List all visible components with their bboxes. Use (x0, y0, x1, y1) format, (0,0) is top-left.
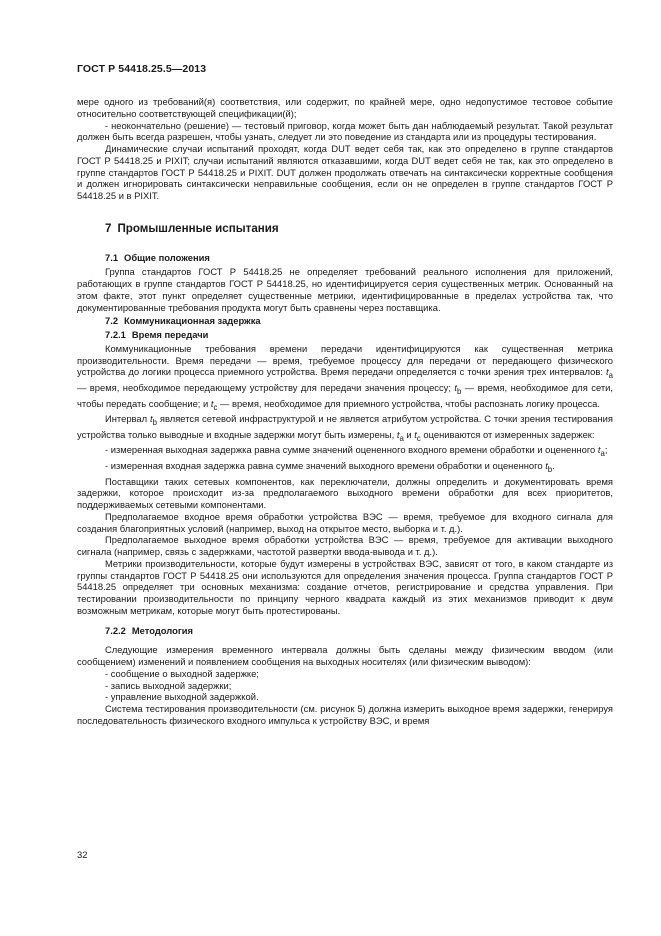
list-item: - управление выходной задержкой. (105, 691, 259, 703)
section-number: 7 (105, 221, 112, 235)
math-sub: b (152, 418, 157, 427)
list-item: - запись выходной задержки; (105, 679, 232, 691)
paragraph-dynamic-cases: Динамические случаи испытаний проходят, когда DUT ведет себя так, как это определено в группе стандартов ГОСТ Р 54418.25 и PIXIT; случаи испытаний являются отказавшими, когда DUT ведет себя не так, как это определено в группе стандартов ГОСТ Р 54418.25 и PIXIT. DUT должен продолжать отвечать на синтаксически корректные сообщения и должен игнорировать синтаксически неправильные сообщения, если он не определен в группе стандартов ГОСТ Р 54418.25 и в PIXIT. (77, 143, 613, 201)
subsection-number: 7.2 (105, 315, 119, 327)
math-sub: b (547, 464, 553, 474)
subsection-heading-7-2-1 (77, 329, 613, 341)
text-run: — время, необходимое для сети, чтобы передать сообщение; и (77, 381, 613, 409)
list-item-inconclusive: - неокончательно (решение) — тестовый приговор, когда может быть дан наблюдаемый результат. Такой результат должен быть всегда разрешен, чтобы узнать, следует ли это поведение из стандарта или из процедуры тестирования. (77, 119, 613, 143)
text-run: - измеренная входная задержка равна сумме значений выходного времени обработки и оцененного (105, 460, 546, 471)
text-run: — время, необходимое передающему устройству для передачи значения процессу; (77, 381, 455, 393)
math-var: t (414, 428, 417, 440)
list-item: - сообщение о выходной задержке; (105, 667, 259, 679)
paragraph-transfer-time (77, 343, 613, 413)
paragraph-continuation: мере одного из требований(я) соответствия, или содержит, по крайней мере, одно недопустимое тестовое событие относительно соответствующей спецификации(й); (77, 96, 613, 119)
text-run: — время, необходимое для приемного устройства, чтобы распознать логику процесса. (217, 397, 600, 409)
math-sub: a (600, 449, 605, 459)
math-sub: c (416, 433, 421, 443)
subsection-title: Общие положения (124, 251, 210, 263)
subsection-number: 7.2.2 (105, 624, 126, 636)
math-var: t (210, 397, 214, 409)
math-var: t (454, 381, 458, 393)
text-run: оцениваются от измеренных задержек: (420, 428, 595, 440)
subsection-heading-7-2 (77, 315, 613, 327)
text-run: ; (604, 444, 608, 456)
text-run: . (552, 460, 555, 471)
text-run: и (403, 428, 415, 440)
list-item-output-delay (77, 444, 613, 460)
subsection-heading-7-2-2 (77, 625, 613, 637)
subsection-number: 7.1 (105, 251, 119, 263)
page-number: 32 (77, 849, 88, 860)
subsection-title: Коммуникационная задержка (124, 315, 261, 327)
subsection-heading-7-1 (77, 252, 613, 264)
page-body (77, 96, 613, 727)
math-var: t (597, 444, 601, 456)
math-var: t (606, 366, 609, 378)
math-sub: c (213, 402, 218, 412)
math-var: t (150, 413, 153, 425)
paragraph-general: Группа стандартов ГОСТ Р 54418.25 не определяет требований реального исполнения для приложений, работающих в группе стандартов ГОСТ Р 54418.25, но идентифицируется серия существенных метрик. Основанный на этом факте, этот пункт определяет существенные метрики, идентифицированные в пределах устройства так, что документированные требования продукта могут быть сравнены через поставщика. (77, 266, 613, 313)
list-item-input-delay (77, 460, 613, 476)
paragraph-metrics: Метрики производительности, которые будут измерены в устройствах ВЭС, зависят от того, в каком стандарте из группы стандартов ГОСТ Р 54418.25 они используются для определения значения процесса. Группа стандартов ГОСТ Р 54418.25 определяет три основных механизма: создание отчетов, регистрирование и средства управления. При тестировании производительности по принципу черного квадрата каждый из этих механизмов приводит к двум возможным метрикам, которые могут быть протестированы. (77, 557, 613, 616)
section-title: Промышленные испытания (117, 221, 279, 235)
math-sub: b (457, 386, 462, 396)
subsection-title: Методология (131, 624, 193, 636)
text-run: Коммуникационные требования времени передачи идентифицируются как существенная метрика производительности. Время передачи — время, требуемое процессу для передачи от передающего физического устройства до логики процесса приемного устройства. Время передачи определяется с точки зрения трех интервалов: (77, 342, 613, 378)
subsection-title: Время передачи (131, 329, 209, 340)
paragraph-methodology: Следующие измерения временного интервала должны быть сделаны между физическим вводом (или сообщением) изменений и появлением сообщения на выходных носителях (или физическим выводом): (77, 644, 613, 668)
math-sub: a (399, 433, 404, 443)
section-heading-7 (77, 223, 613, 235)
paragraph-test-system: Система тестирования производительности (см. рисунок 5) должна измерить выходное время задержки, генерируя последовательность физического входного импульса к устройству ВЭС, и время (77, 703, 613, 726)
math-var: t (396, 428, 400, 440)
math-sub: a (608, 371, 613, 381)
math-var: t (545, 460, 548, 471)
text-run: - измеренная выходная задержка равна сумме значений оцененного входного времени обработки и оцененного (105, 444, 598, 456)
text-run: является сетевой инфраструктурой и не является атрибутом устройства. С точки зрения тестирования устройства только выводные и входные задержки могут быть измерены, (77, 413, 613, 440)
paragraph-output-processing: Предполагаемое выходное время обработки устройства ВЭС — время, требуемое для активации выходного сигнала (например, связь с задержками, частотой развертки ввода-вывода и т. д.). (77, 534, 613, 558)
paragraph-input-processing: Предполагаемое входное время обработки устройства ВЭС — время, требуемое для входного сигнала для создания благоприятных условий (например, выход на открытое место, выборка и т. д.). (77, 510, 613, 534)
paragraph-vendors: Поставщики таких сетевых компонентов, как переключатели, должны определить и документировать время задержки, которое происходит из-за предполагаемого выходного времени обработки для всех приоритетов, поддерживаемых сетевыми компонентами. (77, 475, 613, 511)
running-header: ГОСТ Р 54418.25.5—2013 (77, 63, 207, 75)
subsection-number: 7.2.1 (105, 329, 126, 340)
paragraph-interval-tb (77, 413, 613, 444)
text-run: Интервал (105, 413, 151, 425)
